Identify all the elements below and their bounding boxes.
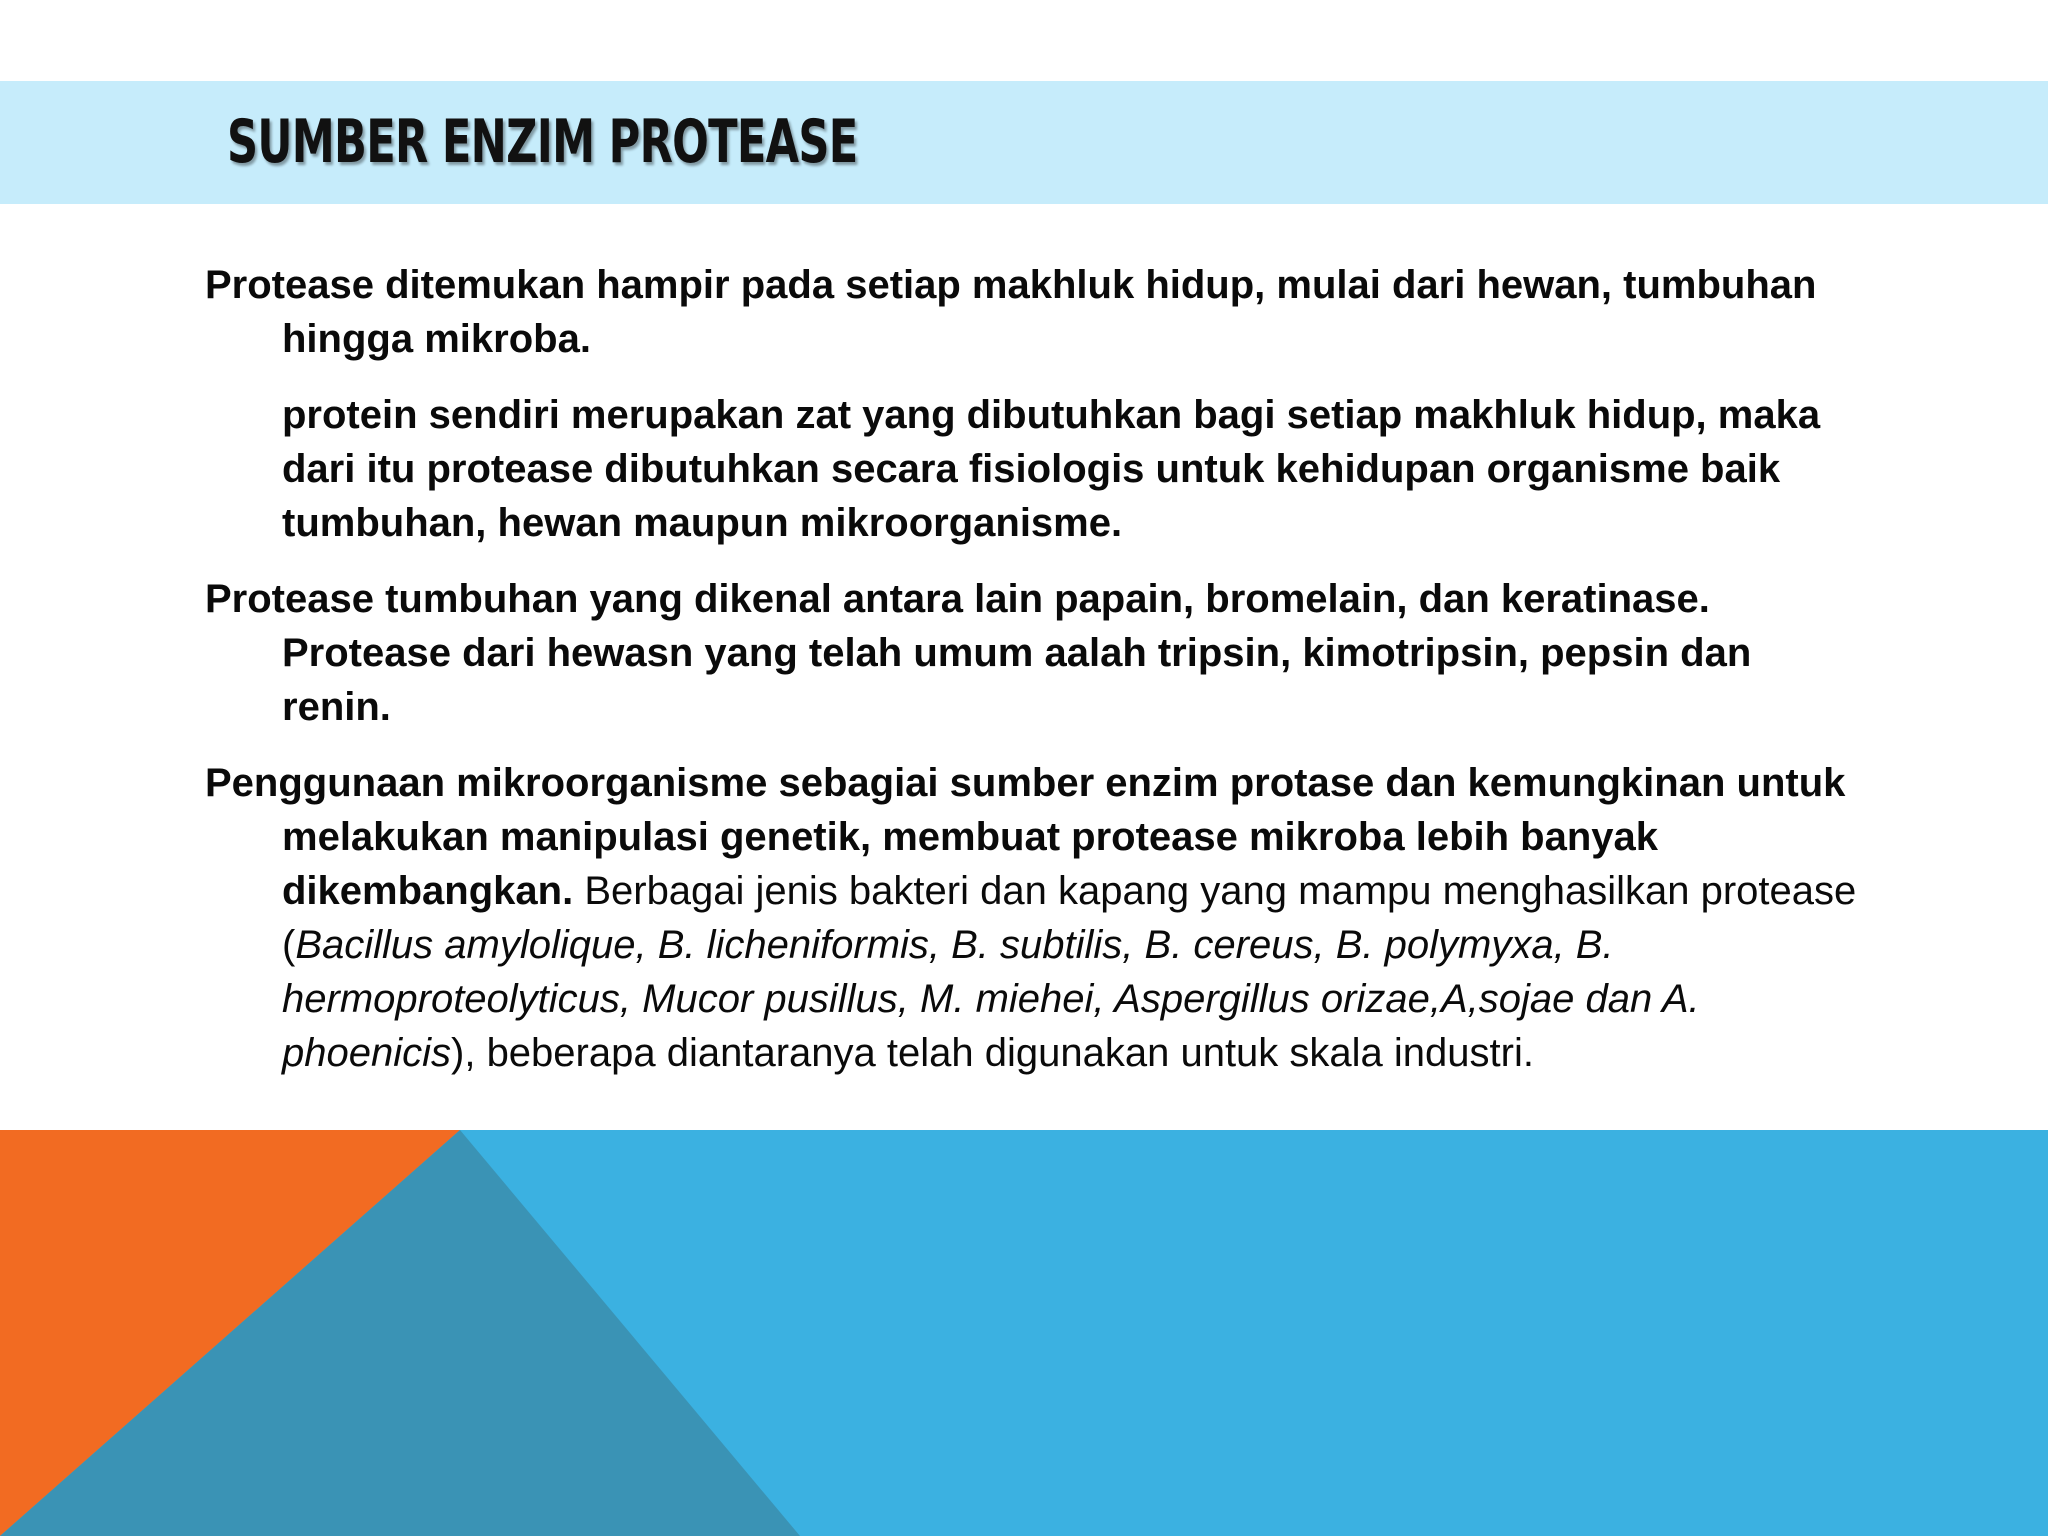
- microbial-normal-text-1: Berbagai jenis bakteri dan kapang yang mampu menghasilkan protease (: [282, 869, 1857, 967]
- paragraph-protein-need: protein sendiri merupakan zat yang dibutuhkan bagi setiap makhluk hidup, maka dari itu protease dibutuhkan secara fisiologis untuk kehidupan organisme baik tumbuhan, hewan maupun mikroorganisme.: [282, 393, 1821, 545]
- paragraph-plant-animal-proteases: Protease tumbuhan yang dikenal antara lain papain, bromelain, dan keratinase. Protease dari hewasn yang telah umum aalah tripsin, kimotripsin, pepsin dan renin.: [205, 577, 1752, 729]
- microbial-species-list: Bacillus amylolique, B. licheniformis, B. subtilis, B. cereus, B. polymyxa, B. hermoproteolyticus, Mucor pusillus, M. miehei, Aspergillus orizae,A,sojae dan A. phoenicis: [282, 923, 1700, 1075]
- paragraph-microbial-proteases: [205, 756, 1865, 1080]
- bottom-decoration: [0, 1130, 2048, 1536]
- microbial-bold-text: Penggunaan mikroorganisme sebagiai sumber enzim protase dan kemungkinan untuk melakukan manipulasi genetik, membuat protease mikroba lebih banyak dikembangkan.: [205, 761, 1846, 913]
- microbial-normal-text-2: ), beberapa diantaranya telah digunakan untuk skala industri.: [451, 1031, 1534, 1075]
- paragraph-protease-sources: Protease ditemukan hampir pada setiap makhluk hidup, mulai dari hewan, tumbuhan hingga mikroba.: [205, 263, 1817, 361]
- slide-title: SUMBER ENZIM PROTEASE: [227, 107, 858, 177]
- slide-body: [205, 258, 1865, 1102]
